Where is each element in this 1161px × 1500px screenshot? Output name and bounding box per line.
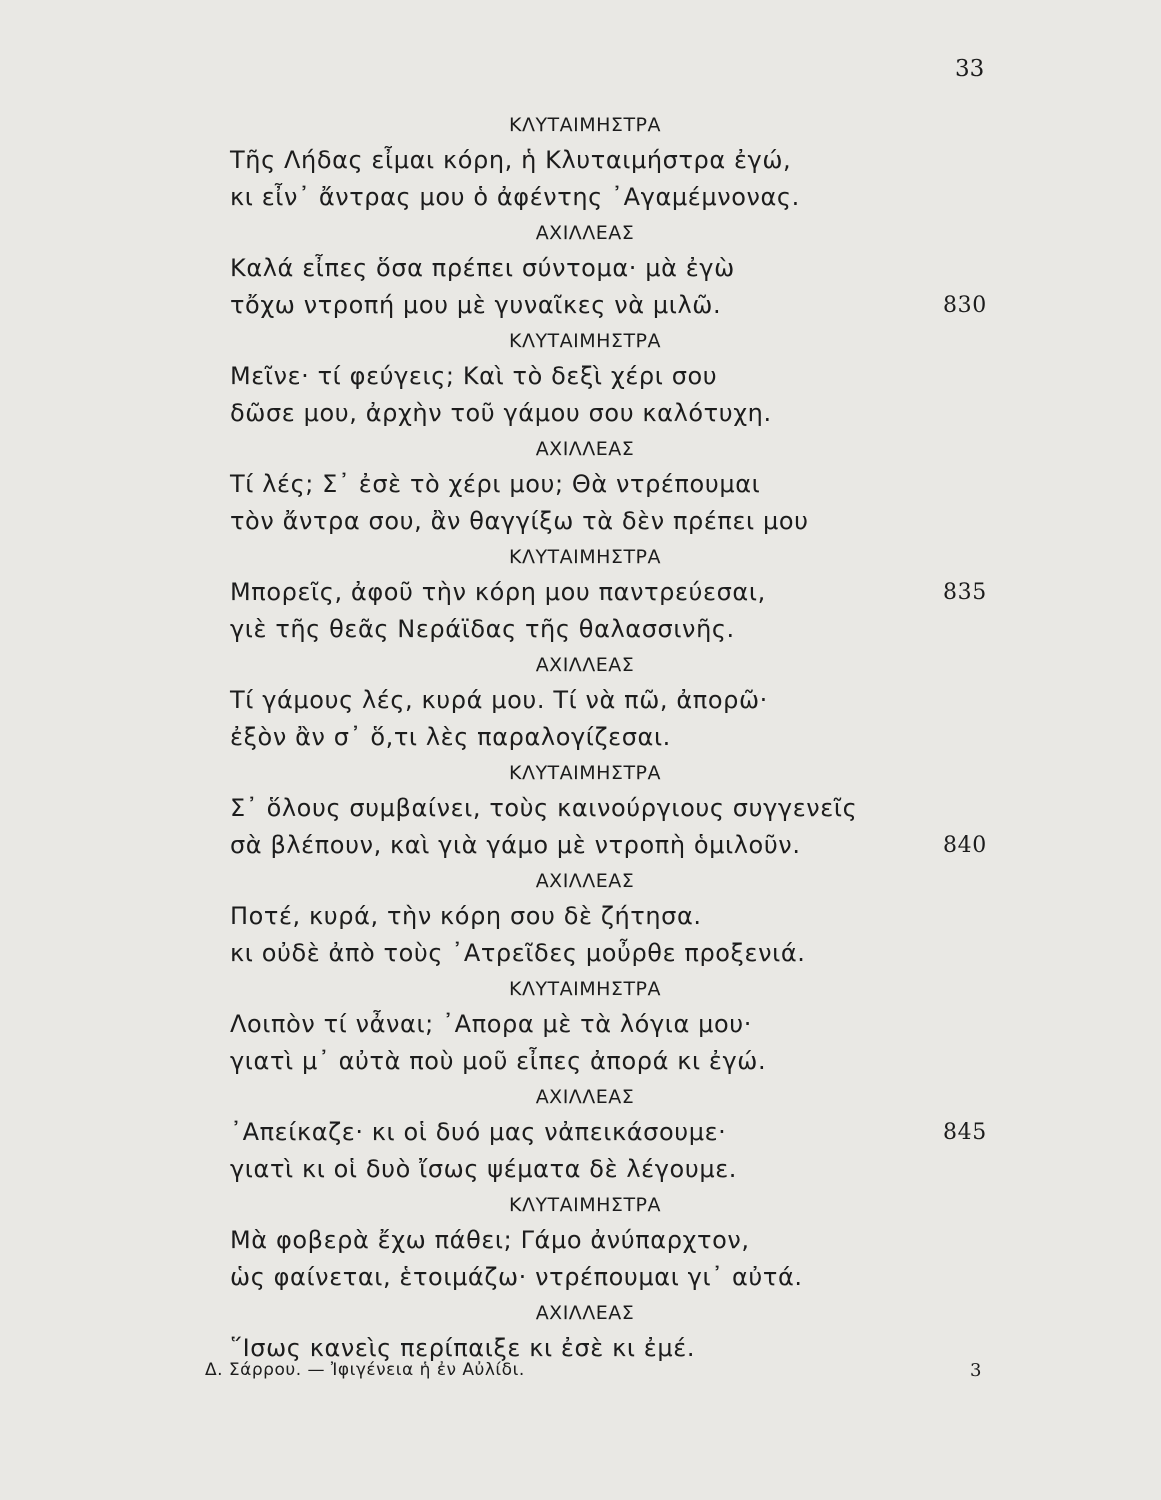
- line-number: 835: [943, 580, 987, 605]
- speaker-name: [0, 756, 1161, 790]
- verse-text: γιατὶ μ᾽ αὐτὰ ποὺ μοῦ εἶπες ἀπορά κι ἐγώ.: [230, 1047, 767, 1075]
- verse-text: γιὲ τῆς θεᾶς Νεράϊδας τῆς θαλασσινῆς.: [230, 615, 735, 643]
- line-number: 845: [943, 1120, 987, 1145]
- line-number: 830: [943, 293, 987, 318]
- verse-line: [0, 790, 1161, 827]
- speaker-label: ΑΧΙΛΛΕΑΣ: [535, 870, 635, 892]
- speaker-label: ΑΧΙΛΛΕΑΣ: [535, 438, 635, 460]
- verse-text: Καλά εἶπες ὅσα πρέπει σύντομα· μὰ ἐγὼ: [230, 254, 735, 282]
- verse-text: Τί γάμους λές, κυρά μου. Τί νὰ πῶ, ἀπορῶ·: [230, 686, 768, 714]
- verse-text: γιατὶ κι οἱ δυὸ ἴσως ψέματα δὲ λέγουμε.: [230, 1155, 737, 1183]
- verse-text: Μὰ φοβερὰ ἔχω πάθει; Γάμο ἀνύπαρχτον,: [230, 1226, 750, 1254]
- verse-text: Λοιπὸν τί νἆναι; ᾽Απορα μὲ τὰ λόγια μου·: [230, 1010, 753, 1038]
- verse-line: [0, 1222, 1161, 1259]
- verse-line: [0, 466, 1161, 503]
- verse-text: τὄχω ντροπή μου μὲ γυναῖκες νὰ μιλῶ.: [230, 291, 722, 319]
- speaker-name: [0, 864, 1161, 898]
- verse-line: [0, 611, 1161, 648]
- verse-text: Σ᾽ ὅλους συμβαίνει, τοὺς καινούργιους συγγενεῖς: [230, 794, 858, 822]
- verse-line: [0, 898, 1161, 935]
- verse-line: [0, 287, 1161, 324]
- verse-text: Μεῖνε· τί φεύγεις; Καὶ τὸ δεξὶ χέρι σου: [230, 362, 718, 390]
- speaker-name: [0, 1296, 1161, 1330]
- line-number: 840: [943, 833, 987, 858]
- speaker-name: [0, 108, 1161, 142]
- verse-line: [0, 142, 1161, 179]
- verse-line: [0, 1151, 1161, 1188]
- signature-mark: 3: [970, 1360, 982, 1381]
- verse-line: [0, 250, 1161, 287]
- speaker-name: [0, 432, 1161, 466]
- verse-text: ἐξὸν ἂν σ᾽ ὅ,τι λὲς παραλογίζεσαι.: [230, 723, 671, 751]
- speaker-name: [0, 648, 1161, 682]
- speaker-label: ΚΛΥΤΑΙΜΗΣΤΡΑ: [508, 978, 662, 1000]
- speaker-name: [0, 1188, 1161, 1222]
- verse-text: Τί λές; Σ᾽ ἐσὲ τὸ χέρι μου; Θὰ ντρέπουμαι: [230, 470, 761, 498]
- speaker-name: [0, 540, 1161, 574]
- verse-line: [0, 574, 1161, 611]
- verse-block: [0, 108, 1161, 1367]
- verse-text: σὰ βλέπουν, καὶ γιὰ γάμο μὲ ντροπὴ ὁμιλοῦν.: [230, 831, 801, 859]
- verse-line: [0, 682, 1161, 719]
- verse-line: [0, 1114, 1161, 1151]
- verse-line: [0, 503, 1161, 540]
- footer-title: Δ. Σάρρου. — Ἰφιγένεια ἡ ἐν Αὐλίδι.: [205, 1360, 525, 1380]
- verse-text: κι εἶν᾽ ἄντρας μου ὁ ἀφέντης ᾽Αγαμέμνονας.: [230, 183, 800, 211]
- verse-line: [0, 827, 1161, 864]
- verse-line: [0, 395, 1161, 432]
- verse-text: Μπορεῖς, ἀφοῦ τὴν κόρη μου παντρεύεσαι,: [230, 578, 766, 606]
- speaker-label: ΚΛΥΤΑΙΜΗΣΤΡΑ: [508, 114, 662, 136]
- speaker-label: ΚΛΥΤΑΙΜΗΣΤΡΑ: [508, 330, 662, 352]
- page-number: 33: [955, 56, 985, 82]
- speaker-label: ΑΧΙΛΛΕΑΣ: [535, 222, 635, 244]
- speaker-name: [0, 216, 1161, 250]
- verse-line: [0, 179, 1161, 216]
- speaker-name: [0, 1080, 1161, 1114]
- verse-text: κι οὐδὲ ἀπὸ τοὺς ᾽Ατρεῖδες μοὖρθε προξενιά.: [230, 939, 806, 967]
- speaker-label: ΚΛΥΤΑΙΜΗΣΤΡΑ: [508, 762, 662, 784]
- verse-text: τὸν ἄντρα σου, ἂν θαγγίξω τὰ δὲν πρέπει μου: [230, 507, 809, 535]
- verse-line: [0, 358, 1161, 395]
- verse-text: Τῆς Λήδας εἶμαι κόρη, ἡ Κλυταιμήστρα ἐγώ,: [230, 146, 792, 174]
- speaker-label: ΚΛΥΤΑΙΜΗΣΤΡΑ: [508, 1194, 662, 1216]
- verse-line: [0, 935, 1161, 972]
- verse-line: [0, 719, 1161, 756]
- speaker-label: ΑΧΙΛΛΕΑΣ: [535, 1086, 635, 1108]
- verse-text: Ποτέ, κυρά, τὴν κόρη σου δὲ ζήτησα.: [230, 902, 702, 930]
- speaker-name: [0, 324, 1161, 358]
- speaker-label: ΑΧΙΛΛΕΑΣ: [535, 654, 635, 676]
- page-footer: [205, 1360, 985, 1380]
- verse-text: ᾽Απείκαζε· κι οἱ δυό μας νἀπεικάσουμε·: [230, 1118, 727, 1146]
- verse-text: δῶσε μου, ἀρχὴν τοῦ γάμου σου καλότυχη.: [230, 399, 772, 427]
- verse-line: [0, 1043, 1161, 1080]
- speaker-label: ΑΧΙΛΛΕΑΣ: [535, 1302, 635, 1324]
- verse-text: ῞Ισως κανεὶς περίπαιξε κι ἐσὲ κι ἐμέ.: [230, 1334, 696, 1362]
- verse-line: [0, 1006, 1161, 1043]
- verse-line: [0, 1259, 1161, 1296]
- speaker-name: [0, 972, 1161, 1006]
- verse-text: ὡς φαίνεται, ἑτοιμάζω· ντρέπουμαι γι᾽ αὐτά.: [230, 1263, 803, 1291]
- speaker-label: ΚΛΥΤΑΙΜΗΣΤΡΑ: [508, 546, 662, 568]
